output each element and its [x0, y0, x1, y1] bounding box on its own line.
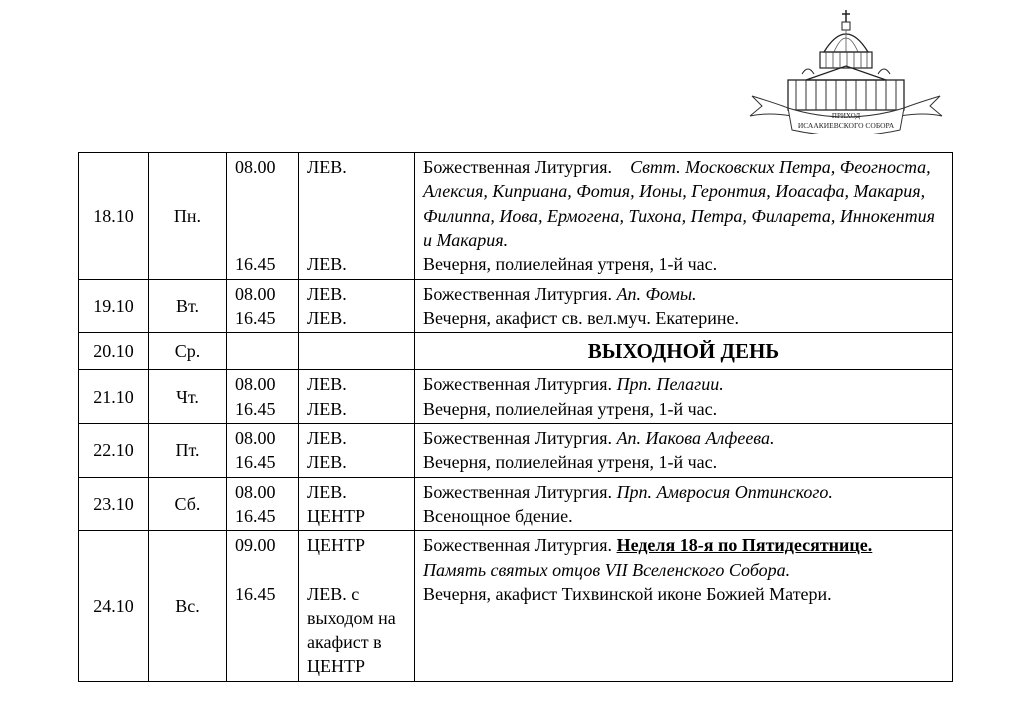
service-cell: [415, 370, 953, 424]
time-morning: 08.00: [235, 157, 276, 177]
saints-commemorated: Память святых отцов VII Вселенского Собора.: [423, 559, 791, 580]
time-evening: 16.45: [235, 452, 276, 473]
saints-commemorated: Свтт. Московских Петра, Феогноста, Алексия, Киприана, Фотия, Ионы, Геронтия, Иоасафа, Макария, Филиппа, Иова, Ермогена, Тихона, Петра, Филарета, Иннокентия и Макария.: [423, 157, 935, 250]
saints-commemorated: Ап. Фомы.: [616, 283, 697, 304]
service-evening: Вечерня, акафист Тихвинской иконе Божией Матери.: [423, 583, 832, 604]
place-evening: ЛЕВ. с выходом на акафист в ЦЕНТР: [307, 583, 396, 677]
time-cell: [227, 370, 299, 424]
time-cell: [227, 424, 299, 478]
feast-title: Неделя 18-я по Пятидесятнице.: [616, 535, 873, 556]
service-cell: [415, 153, 953, 280]
weekday-cell: Ср.: [149, 333, 227, 370]
time-cell: [227, 333, 299, 370]
date-cell: 23.10: [79, 477, 149, 531]
place-morning: ЛЕВ.: [307, 481, 347, 502]
date-cell: 18.10: [79, 153, 149, 280]
cathedral-icon: [748, 8, 944, 134]
time-evening: 16.45: [235, 583, 276, 604]
time-morning: 08.00: [235, 283, 276, 304]
time-morning: 08.00: [235, 481, 276, 502]
place-cell: [299, 333, 415, 370]
time-cell: [227, 477, 299, 531]
service-evening: Всенощное бдение.: [423, 505, 573, 526]
service-cell: [415, 531, 953, 681]
time-evening: 16.45: [235, 505, 276, 526]
service-evening: Вечерня, полиелейная утреня, 1-й час.: [423, 452, 718, 473]
time-evening: 16.45: [235, 307, 276, 328]
weekday-cell: Вт.: [149, 279, 227, 333]
place-evening: ЦЕНТР: [307, 505, 365, 526]
logo-line2: ИСААКИЕВСКОГО СОБОРА: [797, 121, 895, 130]
service-evening: Вечерня, акафист св. вел.муч. Екатерине.: [423, 307, 740, 328]
time-morning: 09.00: [235, 535, 276, 556]
place-morning: ЛЕВ.: [307, 157, 347, 177]
weekday-cell: Чт.: [149, 370, 227, 424]
weekday-cell: Пт.: [149, 424, 227, 478]
service-morning: Божественная Литургия.: [423, 481, 613, 502]
place-evening: ЛЕВ.: [307, 307, 347, 328]
service-evening: Вечерня, полиелейная утреня, 1-й час.: [423, 398, 718, 419]
place-morning: ЛЕВ.: [307, 374, 347, 395]
time-cell: [227, 279, 299, 333]
place-cell: [299, 477, 415, 531]
service-cell: [415, 424, 953, 478]
table-row: [79, 477, 953, 531]
time-cell: [227, 153, 299, 280]
place-morning: ЛЕВ.: [307, 428, 347, 449]
saints-commemorated: Ап. Иакова Алфеева.: [616, 428, 775, 449]
place-evening: ЛЕВ.: [307, 254, 347, 275]
saints-commemorated: Прп. Амвросия Оптинского.: [616, 481, 833, 502]
place-cell: [299, 531, 415, 681]
place-cell: [299, 279, 415, 333]
service-morning: Божественная Литургия.: [423, 428, 613, 449]
date-cell: 19.10: [79, 279, 149, 333]
weekday-cell: Вс.: [149, 531, 227, 681]
place-cell: [299, 153, 415, 280]
place-morning: ЦЕНТР: [307, 535, 365, 556]
time-evening: 16.45: [235, 398, 276, 419]
date-cell: 22.10: [79, 424, 149, 478]
service-morning: Божественная Литургия.: [423, 157, 613, 177]
service-cell: [415, 477, 953, 531]
date-cell: 24.10: [79, 531, 149, 681]
time-evening: 16.45: [235, 254, 276, 275]
time-morning: 08.00: [235, 374, 276, 395]
service-cell: [415, 279, 953, 333]
weekday-cell: Сб.: [149, 477, 227, 531]
saints-commemorated: Прп. Пелагии.: [616, 374, 724, 395]
time-morning: 08.00: [235, 428, 276, 449]
place-evening: ЛЕВ.: [307, 452, 347, 473]
table-row: [79, 370, 953, 424]
table-row: [79, 424, 953, 478]
service-morning: Божественная Литургия.: [423, 283, 613, 304]
logo-line1: ПРИХОД: [831, 112, 861, 120]
service-schedule-table: [78, 152, 953, 682]
service-evening: Вечерня, полиелейная утреня, 1-й час.: [423, 254, 718, 275]
table-row: [79, 531, 953, 681]
date-cell: 21.10: [79, 370, 149, 424]
table-row: [79, 153, 953, 280]
service-morning: Божественная Литургия.: [423, 374, 613, 395]
table-row: [79, 279, 953, 333]
date-cell: 20.10: [79, 333, 149, 370]
parish-logo: [748, 8, 944, 134]
service-morning: Божественная Литургия.: [423, 535, 613, 556]
place-cell: [299, 424, 415, 478]
time-cell: [227, 531, 299, 681]
table-row: [79, 333, 953, 370]
weekday-cell: Пн.: [149, 153, 227, 280]
place-morning: ЛЕВ.: [307, 283, 347, 304]
place-evening: ЛЕВ.: [307, 398, 347, 419]
day-off-label: ВЫХОДНОЙ ДЕНЬ: [415, 333, 953, 370]
place-cell: [299, 370, 415, 424]
